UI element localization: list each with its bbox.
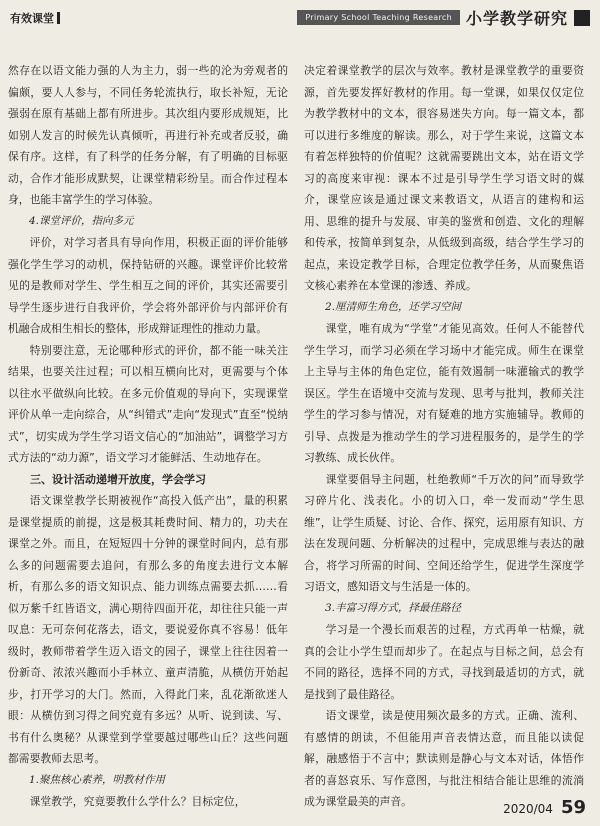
paragraph: 决定着课堂教学的层次与效率。教材是课堂教学的重要资源，首先要发挥好教材的作用。每一堂课，如果仅仅定位为教学教材中的文本，很容易迷失方向。每一篇文本，都可以进行多维度的解读。那么，对于学生来说，这篇文本有着怎样独特的价值呢？这就需要跳出文本，站在语文学习的高度来审视：课本不过是引导学生学习语文时的媒介，课堂应该是通过课文来教语文，从语言的建构和运用、思维的提升与发展、审美的鉴赏和创造、文化的理解和传承，按简单到复杂，从低级到高级，结合学生学习的起点，来设定教学目标，合理定位教学任务，从而聚焦语文核心素养在本堂课的渗透、养成。 xyxy=(304,64,584,292)
issue-date: 2020/04 xyxy=(503,802,553,816)
paragraph: 课堂，唯有成为“学堂”才能见高效。任何人不能替代学生学习，而学习必须在学习场中才能完成。师生在课堂上主导与主体的角色定位，能有效遏制一味灌输式的教学误区。学生在语境中交流与发现、思考与批判，教师关注学生的学习参与情况，对有疑难的地方实施辅导。教师的引导、点拨是为推动学生的学习进程服务的，是学生的学习教练、成长伙伴。 xyxy=(304,322,584,464)
subheading: 4.课堂评价，指向多元 xyxy=(29,214,134,227)
paragraph: 语文课堂教学长期被视作“高投入低产出”，量的积累是课堂提质的前提，这是极其耗费时间、精力的，功夫在课堂之外。而且，在短短四十分钟的课堂时间内，总有那么多的问题需要去追问，有那么多的角度去进行文本解析，有那么多的语文知识点、能力训练点需要去抓……看似万紫千红皆语文，满心期待四面开花，却往往只能一声叹息：无可奈何花落去，语文，要说爱你真不容易！低年级时，教师带着学生迈入语文的园子，课堂上往往因着一份新奇、浓浓兴趣而小手林立、童声清脆，从横仿开始起步，打开学习的大门。然而，入得此门来，乱花渐欲迷人眼：从横仿到习得之间究竟有多远？从听、说到读、写、书有什么奥秘？从课堂到学堂要越过哪些山丘？这些问题都需要教师去思考。 xyxy=(8,494,288,765)
subheading: 1.聚焦核心素养，明教材作用 xyxy=(29,773,166,786)
section-label-bar xyxy=(57,12,60,24)
subheading: 3.丰富习得方式，择最佳路径 xyxy=(325,601,462,614)
section-label-text: 有效课堂 xyxy=(10,12,54,25)
page-footer xyxy=(503,797,586,818)
paragraph: 语文课堂，读是使用频次最多的方式。正确、流利、有感情的朗读，不但能用声音表情达意，而且能以读促解，融感悟于不言中；默读则是静心与文本对话，体悟作者的喜怒哀乐、写作意图，与批注相结合能让思维的流淌成为课堂最美的声音。 xyxy=(304,709,584,808)
page-number: 59 xyxy=(560,797,586,818)
section-label xyxy=(10,10,60,26)
journal-title-cn: 小学教学研究 xyxy=(465,9,568,28)
paragraph: 课堂要倡导主问题，杜绝教师“千万次的问”而导致学习碎片化、浅表化。小的切入口，牵一发而动“学生思维”，让学生质疑、讨论、合作、探究，运用原有知识、方法在发现问题、分析解决的过程中，完成思维与表达的融合，将学习所需的时间、空间还给学生，促进学生深度学习语文，感知语文与生活是一体的。 xyxy=(304,472,584,593)
left-column xyxy=(8,60,288,808)
paragraph: 学习是一个漫长而艰苦的过程，方式再单一枯燥，就真的会让小学生望而却步了。在起点与目标之间，总会有不同的路径，选择不同的方式，寻找到最适切的方式，就是找到了最佳路径。 xyxy=(304,623,584,701)
journal-header-block xyxy=(574,10,590,26)
subheading: 2.厘清师生角色，还学习空间 xyxy=(325,300,462,313)
paragraph: 评价，对学习者具有导向作用，积极正面的评价能够强化学生学习的动机，保持钻研的兴趣。课堂评价比较常见的是教师对学生、学生相互之间的评价，其实还需要引导学生逐步进行自我评价，学会将外部评价与内部评价有机融合成相生相长的整体，形成辩证理性的推动力量。 xyxy=(8,236,288,335)
paragraph: 然存在以语文能力强的人为主力，弱一些的沦为旁观者的偏颇，要人人参与，不同任务轮流执行，取长补短，无论强弱在原有基础上都有所进步。其次组内要形成规矩，比如别人发言的时候先认真倾听，再进行补充或者反驳，确保有序。这样，有了科学的任务分解，有了明确的目标驱动，合作才能形成默契，让课堂精彩纷呈。而合作过程本身，也能丰富学生的学习体验。 xyxy=(8,64,288,206)
paragraph: 课堂教学，究竟要教什么学什么？目标定位， xyxy=(29,795,246,808)
paragraph: 特别要注意，无论哪种形式的评价，都不能一味关注结果，也要关注过程；可以相互横向比对，更需要与个体以往水平做纵向比较。在多元价值观的导向下，实现课堂评价从单一走向综合，从“纠错式”走向“发现式”直至“悦纳式”，切实成为学生学习语文信心的“加油站”，调整学习方式方法的“动力源”，语文学习才能鲜活、生动地存在。 xyxy=(8,343,288,464)
journal-header xyxy=(297,6,590,29)
journal-title-en: Primary School Teaching Research xyxy=(297,10,460,25)
section-heading: 三、设计活动递增开放度，学会学习 xyxy=(30,472,206,486)
right-column xyxy=(304,60,584,808)
